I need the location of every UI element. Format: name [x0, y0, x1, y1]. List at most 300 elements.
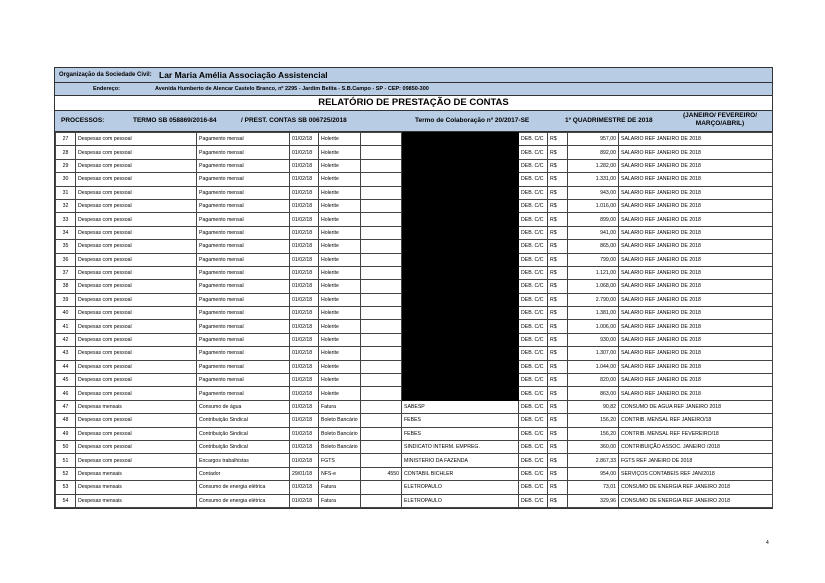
row-number: 37: [56, 266, 76, 279]
document-type: Boleto Bancário: [319, 414, 361, 427]
expense-type: Despesas mensais: [76, 467, 197, 480]
payment-method: DEB. C/C: [519, 387, 548, 400]
expense-date: 01/02/18: [290, 159, 319, 172]
row-number: 29: [56, 159, 76, 172]
expense-date: 01/02/18: [290, 146, 319, 159]
document-type: Fatura: [319, 400, 361, 413]
expense-type: Despesas com pessoal: [76, 360, 197, 373]
history: SALARIO REF JANEIRO DE 2018: [619, 280, 773, 293]
amount: 1.068,00: [568, 280, 619, 293]
row-number: 36: [56, 253, 76, 266]
currency: R$: [548, 253, 568, 266]
address-value: Avenida Humberto de Alencar Castelo Branco, nº 2295 - Jardim Belita - S.B.Campo - SP - CEP: 09850-300: [155, 86, 429, 92]
currency: R$: [548, 266, 568, 279]
row-number: 53: [56, 481, 76, 494]
expense-type: Despesas mensais: [76, 400, 197, 413]
payee: [402, 307, 519, 320]
expense-description: Pagamento mensal: [197, 199, 290, 212]
document-number: [361, 414, 402, 427]
table-row: [56, 387, 773, 400]
row-number: 43: [56, 347, 76, 360]
payment-method: DEB. C/C: [519, 427, 548, 440]
payment-method: DEB. C/C: [519, 266, 548, 279]
table-row: [56, 253, 773, 266]
document-number: [361, 146, 402, 159]
history: CONSUMO DE AGUA REF JANEIRO 2018: [619, 400, 773, 413]
expense-description: Pagamento mensal: [197, 280, 290, 293]
document-number: [361, 240, 402, 253]
org-row: [55, 68, 772, 83]
currency: R$: [548, 146, 568, 159]
expense-type: Despesas com pessoal: [76, 226, 197, 239]
payee: [402, 320, 519, 333]
expense-description: Pagamento mensal: [197, 347, 290, 360]
document-number: [361, 266, 402, 279]
history: SALARIO REF JANEIRO DE 2018: [619, 374, 773, 387]
payment-method: DEB. C/C: [519, 186, 548, 199]
expense-description: Pagamento mensal: [197, 213, 290, 226]
document-number: [361, 427, 402, 440]
payment-method: DEB. C/C: [519, 159, 548, 172]
payment-method: DEB. C/C: [519, 226, 548, 239]
document-type: Holerite: [319, 307, 361, 320]
expense-description: Pagamento mensal: [197, 293, 290, 306]
expense-description: Pagamento mensal: [197, 266, 290, 279]
expense-description: Encargos trabalhistas: [197, 454, 290, 467]
amount: 820,00: [568, 374, 619, 387]
address-label: Endereço:: [93, 86, 120, 92]
history: CONSUMO DE ENERGIA REF JANEIRO 2018: [619, 481, 773, 494]
document-type: Holerite: [319, 213, 361, 226]
expense-type: Despesas com pessoal: [76, 159, 197, 172]
row-number: 38: [56, 280, 76, 293]
document-number: [361, 213, 402, 226]
report-sheet: [54, 67, 773, 509]
payee: [402, 266, 519, 279]
amount: 360,00: [568, 440, 619, 453]
expense-type: Despesas com pessoal: [76, 307, 197, 320]
expense-description: Pagamento mensal: [197, 173, 290, 186]
currency: R$: [548, 199, 568, 212]
currency: R$: [548, 360, 568, 373]
expense-description: Pagamento mensal: [197, 146, 290, 159]
history: SERVIÇOS CONTABEIS REF JAN/2018: [619, 467, 773, 480]
expense-type: Despesas com pessoal: [76, 440, 197, 453]
amount: 2.867,33: [568, 454, 619, 467]
document-number: [361, 400, 402, 413]
document-type: Holerite: [319, 387, 361, 400]
document-number: [361, 253, 402, 266]
expense-description: Pagamento mensal: [197, 186, 290, 199]
expense-description: Contribuição Sindical: [197, 427, 290, 440]
row-number: 50: [56, 440, 76, 453]
document-type: Holerite: [319, 199, 361, 212]
amount: 1.044,00: [568, 360, 619, 373]
expense-description: Pagamento mensal: [197, 159, 290, 172]
history: SALARIO REF JANEIRO DE 2018: [619, 253, 773, 266]
payment-method: DEB. C/C: [519, 440, 548, 453]
currency: R$: [548, 387, 568, 400]
expense-description: Pagamento mensal: [197, 320, 290, 333]
expense-description: Pagamento mensal: [197, 387, 290, 400]
currency: R$: [548, 454, 568, 467]
amount: 865,00: [568, 240, 619, 253]
payee: SABESP: [402, 400, 519, 413]
document-type: Boleto Bancário: [319, 440, 361, 453]
history: SALARIO REF JANEIRO DE 2018: [619, 240, 773, 253]
row-number: 54: [56, 494, 76, 507]
payment-method: DEB. C/C: [519, 374, 548, 387]
table-row: [56, 467, 773, 480]
row-number: 45: [56, 374, 76, 387]
document-type: Holerite: [319, 333, 361, 346]
payee: SINDICATO INTERM. EMPREG.: [402, 440, 519, 453]
document-type: Holerite: [319, 226, 361, 239]
table-row: [56, 173, 773, 186]
history: FGTS REF JANEIRO DE 2018: [619, 454, 773, 467]
table-row: [56, 360, 773, 373]
colaboracao-term: Termo de Colaboração nº 20/2017-SE: [415, 117, 530, 124]
currency: R$: [548, 427, 568, 440]
expense-type: Despesas com pessoal: [76, 199, 197, 212]
payee: FEBES: [402, 427, 519, 440]
payment-method: DEB. C/C: [519, 253, 548, 266]
expense-date: 01/02/18: [290, 226, 319, 239]
expenses-table: [55, 132, 773, 508]
document-type: Holerite: [319, 133, 361, 146]
table-row: [56, 307, 773, 320]
document-type: Holerite: [319, 374, 361, 387]
expense-date: 01/02/18: [290, 481, 319, 494]
document-type: Fatura: [319, 481, 361, 494]
document-number: [361, 173, 402, 186]
expense-date: 01/02/18: [290, 440, 319, 453]
payment-method: DEB. C/C: [519, 347, 548, 360]
currency: R$: [548, 240, 568, 253]
payee: [402, 347, 519, 360]
expense-type: Despesas com pessoal: [76, 253, 197, 266]
quadrimestre: 1º QUADRIMESTRE DE 2018: [565, 117, 653, 124]
history: CONTRIBUIÇÃO ASSOC. JANEIRO /2018: [619, 440, 773, 453]
expense-description: Pagamento mensal: [197, 333, 290, 346]
payee: MINISTERIO DA FAZENDA: [402, 454, 519, 467]
payee: [402, 226, 519, 239]
expense-description: Contribuição Sindical: [197, 414, 290, 427]
payee: [402, 146, 519, 159]
expense-type: Despesas com pessoal: [76, 320, 197, 333]
address-row: [55, 83, 772, 96]
row-number: 42: [56, 333, 76, 346]
expense-date: 01/02/18: [290, 199, 319, 212]
expense-date: 01/02/18: [290, 360, 319, 373]
expense-description: Consumo de energia elétrica: [197, 481, 290, 494]
history: SALARIO REF JANEIRO DE 2018: [619, 213, 773, 226]
table-row: [56, 146, 773, 159]
expense-description: Consumo de energia elétrica: [197, 494, 290, 507]
table-row: [56, 280, 773, 293]
expense-type: Despesas com pessoal: [76, 173, 197, 186]
row-number: 40: [56, 307, 76, 320]
document-number: [361, 347, 402, 360]
currency: R$: [548, 494, 568, 507]
payee: [402, 360, 519, 373]
amount: 156,20: [568, 427, 619, 440]
row-number: 35: [56, 240, 76, 253]
history: SALARIO REF JANEIRO DE 2018: [619, 360, 773, 373]
expense-type: Despesas com pessoal: [76, 280, 197, 293]
amount: 930,00: [568, 333, 619, 346]
row-number: 51: [56, 454, 76, 467]
document-number: [361, 454, 402, 467]
expense-description: Contribuição Sindical: [197, 440, 290, 453]
table-row: [56, 266, 773, 279]
document-type: Boleto Bancário: [319, 427, 361, 440]
expense-date: 01/02/18: [290, 320, 319, 333]
expense-description: Pagamento mensal: [197, 360, 290, 373]
document-type: Holerite: [319, 266, 361, 279]
row-number: 32: [56, 199, 76, 212]
history: SALARIO REF JANEIRO DE 2018: [619, 307, 773, 320]
amount: 1.307,00: [568, 347, 619, 360]
currency: R$: [548, 293, 568, 306]
process-row: [55, 111, 772, 132]
history: CONSUMO DE ENERGIA REF JANEIRO 2018: [619, 494, 773, 507]
amount: 954,00: [568, 467, 619, 480]
table-row: [56, 494, 773, 507]
payment-method: DEB. C/C: [519, 240, 548, 253]
document-type: Holerite: [319, 347, 361, 360]
row-number: 47: [56, 400, 76, 413]
expense-type: Despesas com pessoal: [76, 387, 197, 400]
row-number: 28: [56, 146, 76, 159]
processos-label: PROCESSOS:: [61, 117, 105, 124]
currency: R$: [548, 186, 568, 199]
report-title: RELATÓRIO DE PRESTAÇÃO DE CONTAS: [55, 96, 772, 111]
document-number: [361, 226, 402, 239]
table-row: [56, 400, 773, 413]
currency: R$: [548, 400, 568, 413]
expense-description: Pagamento mensal: [197, 240, 290, 253]
table-row: [56, 481, 773, 494]
amount: 799,00: [568, 253, 619, 266]
currency: R$: [548, 414, 568, 427]
period-line-1: (JANEIRO/ FEVEREIRO/: [682, 112, 758, 119]
table-row: [56, 226, 773, 239]
table-row: [56, 414, 773, 427]
expense-type: Despesas com pessoal: [76, 186, 197, 199]
payee: [402, 280, 519, 293]
history: SALARIO REF JANEIRO DE 2018: [619, 186, 773, 199]
table-row: [56, 454, 773, 467]
expense-date: 01/02/18: [290, 280, 319, 293]
currency: R$: [548, 226, 568, 239]
document-number: [361, 333, 402, 346]
expense-date: 01/02/18: [290, 400, 319, 413]
payee: FEBES: [402, 414, 519, 427]
currency: R$: [548, 159, 568, 172]
payment-method: DEB. C/C: [519, 414, 548, 427]
amount: 1.331,00: [568, 173, 619, 186]
expense-date: 29/01/18: [290, 467, 319, 480]
currency: R$: [548, 280, 568, 293]
table-row: [56, 333, 773, 346]
currency: R$: [548, 467, 568, 480]
payment-method: DEB. C/C: [519, 494, 548, 507]
amount: 1.121,00: [568, 266, 619, 279]
org-label: Organização da Sociedade Civil:: [59, 72, 152, 78]
expense-date: 01/02/18: [290, 293, 319, 306]
currency: R$: [548, 347, 568, 360]
expense-date: 01/02/18: [290, 414, 319, 427]
document-number: [361, 280, 402, 293]
expense-type: Despesas com pessoal: [76, 240, 197, 253]
expense-description: Pagamento mensal: [197, 307, 290, 320]
payee: ELETROPAULO: [402, 481, 519, 494]
table-row: [56, 213, 773, 226]
history: CONTRIB. MENSAL REF FEVEREIRO/18: [619, 427, 773, 440]
history: SALARIO REF JANEIRO DE 2018: [619, 226, 773, 239]
document-number: [361, 360, 402, 373]
document-type: Holerite: [319, 293, 361, 306]
document-type: FGTS: [319, 454, 361, 467]
table-row: [56, 293, 773, 306]
document-type: Holerite: [319, 146, 361, 159]
row-number: 44: [56, 360, 76, 373]
history: SALARIO REF JANEIRO DE 2018: [619, 199, 773, 212]
expense-type: Despesas com pessoal: [76, 213, 197, 226]
currency: R$: [548, 333, 568, 346]
payment-method: DEB. C/C: [519, 213, 548, 226]
expense-date: 01/02/18: [290, 240, 319, 253]
history: SALARIO REF JANEIRO DE 2018: [619, 333, 773, 346]
payment-method: DEB. C/C: [519, 467, 548, 480]
payment-method: DEB. C/C: [519, 400, 548, 413]
row-number: 34: [56, 226, 76, 239]
payee: [402, 333, 519, 346]
document-type: Holerite: [319, 173, 361, 186]
payee: [402, 253, 519, 266]
payment-method: DEB. C/C: [519, 481, 548, 494]
payee: [402, 186, 519, 199]
expense-date: 01/02/18: [290, 494, 319, 507]
currency: R$: [548, 440, 568, 453]
document-type: Fatura: [319, 494, 361, 507]
expense-description: Pagamento mensal: [197, 374, 290, 387]
document-type: Holerite: [319, 186, 361, 199]
history: CONTRIB. MENSAL REF JANEIRO/18: [619, 414, 773, 427]
termo-number: TERMO SB 058869/2016-84: [133, 117, 217, 124]
document-number: 4550: [361, 467, 402, 480]
table-row: [56, 159, 773, 172]
currency: R$: [548, 173, 568, 186]
org-name: Lar Maria Amélia Associação Assistencial: [159, 70, 328, 80]
history: SALARIO REF JANEIRO DE 2018: [619, 387, 773, 400]
expense-date: 01/02/18: [290, 454, 319, 467]
document-number: [361, 199, 402, 212]
amount: 2.790,00: [568, 293, 619, 306]
expense-date: 01/02/18: [290, 387, 319, 400]
page-number: 4: [766, 540, 769, 546]
prest-contas-number: / PREST. CONTAS SB 006725/2018: [241, 117, 347, 124]
row-number: 31: [56, 186, 76, 199]
row-number: 33: [56, 213, 76, 226]
amount: 863,00: [568, 387, 619, 400]
history: SALARIO REF JANEIRO DE 2018: [619, 133, 773, 146]
expense-type: Despesas com pessoal: [76, 266, 197, 279]
expense-date: 01/02/18: [290, 186, 319, 199]
row-number: 27: [56, 133, 76, 146]
payee: [402, 173, 519, 186]
amount: 1.282,00: [568, 159, 619, 172]
table-row: [56, 440, 773, 453]
payment-method: DEB. C/C: [519, 280, 548, 293]
payee: [402, 374, 519, 387]
expense-description: Pagamento mensal: [197, 226, 290, 239]
payee: [402, 199, 519, 212]
expense-type: Despesas com pessoal: [76, 146, 197, 159]
table-row: [56, 374, 773, 387]
document-type: NFS-e: [319, 467, 361, 480]
document-type: Holerite: [319, 320, 361, 333]
document-number: [361, 440, 402, 453]
expense-type: Despesas com pessoal: [76, 374, 197, 387]
amount: 1.006,00: [568, 320, 619, 333]
row-number: 52: [56, 467, 76, 480]
document-number: [361, 494, 402, 507]
document-type: Holerite: [319, 253, 361, 266]
table-row: [56, 347, 773, 360]
amount: 156,20: [568, 414, 619, 427]
amount: 899,00: [568, 213, 619, 226]
expense-date: 01/02/18: [290, 374, 319, 387]
expense-type: Despesas com pessoal: [76, 133, 197, 146]
history: SALARIO REF JANEIRO DE 2018: [619, 293, 773, 306]
expense-date: 01/02/18: [290, 133, 319, 146]
expense-date: 01/02/18: [290, 333, 319, 346]
payee: [402, 133, 519, 146]
currency: R$: [548, 481, 568, 494]
row-number: 41: [56, 320, 76, 333]
payee: [402, 213, 519, 226]
payment-method: DEB. C/C: [519, 454, 548, 467]
payment-method: DEB. C/C: [519, 320, 548, 333]
currency: R$: [548, 307, 568, 320]
table-row: [56, 240, 773, 253]
amount: 941,00: [568, 226, 619, 239]
amount: 957,00: [568, 133, 619, 146]
document-number: [361, 293, 402, 306]
expense-date: 01/02/18: [290, 173, 319, 186]
expense-date: 01/02/18: [290, 427, 319, 440]
history: SALARIO REF JANEIRO DE 2018: [619, 320, 773, 333]
expense-type: Despesas com pessoal: [76, 414, 197, 427]
row-number: 46: [56, 387, 76, 400]
table-row: [56, 133, 773, 146]
payment-method: DEB. C/C: [519, 133, 548, 146]
payment-method: DEB. C/C: [519, 146, 548, 159]
expense-description: Pagamento mensal: [197, 253, 290, 266]
payee: [402, 240, 519, 253]
table-row: [56, 186, 773, 199]
history: SALARIO REF JANEIRO DE 2018: [619, 146, 773, 159]
expense-date: 01/02/18: [290, 266, 319, 279]
amount: 1.381,00: [568, 307, 619, 320]
row-number: 48: [56, 414, 76, 427]
document-number: [361, 481, 402, 494]
history: SALARIO REF JANEIRO DE 2018: [619, 159, 773, 172]
payee: ELETROPAULO: [402, 494, 519, 507]
expense-description: Consumo de água: [197, 400, 290, 413]
